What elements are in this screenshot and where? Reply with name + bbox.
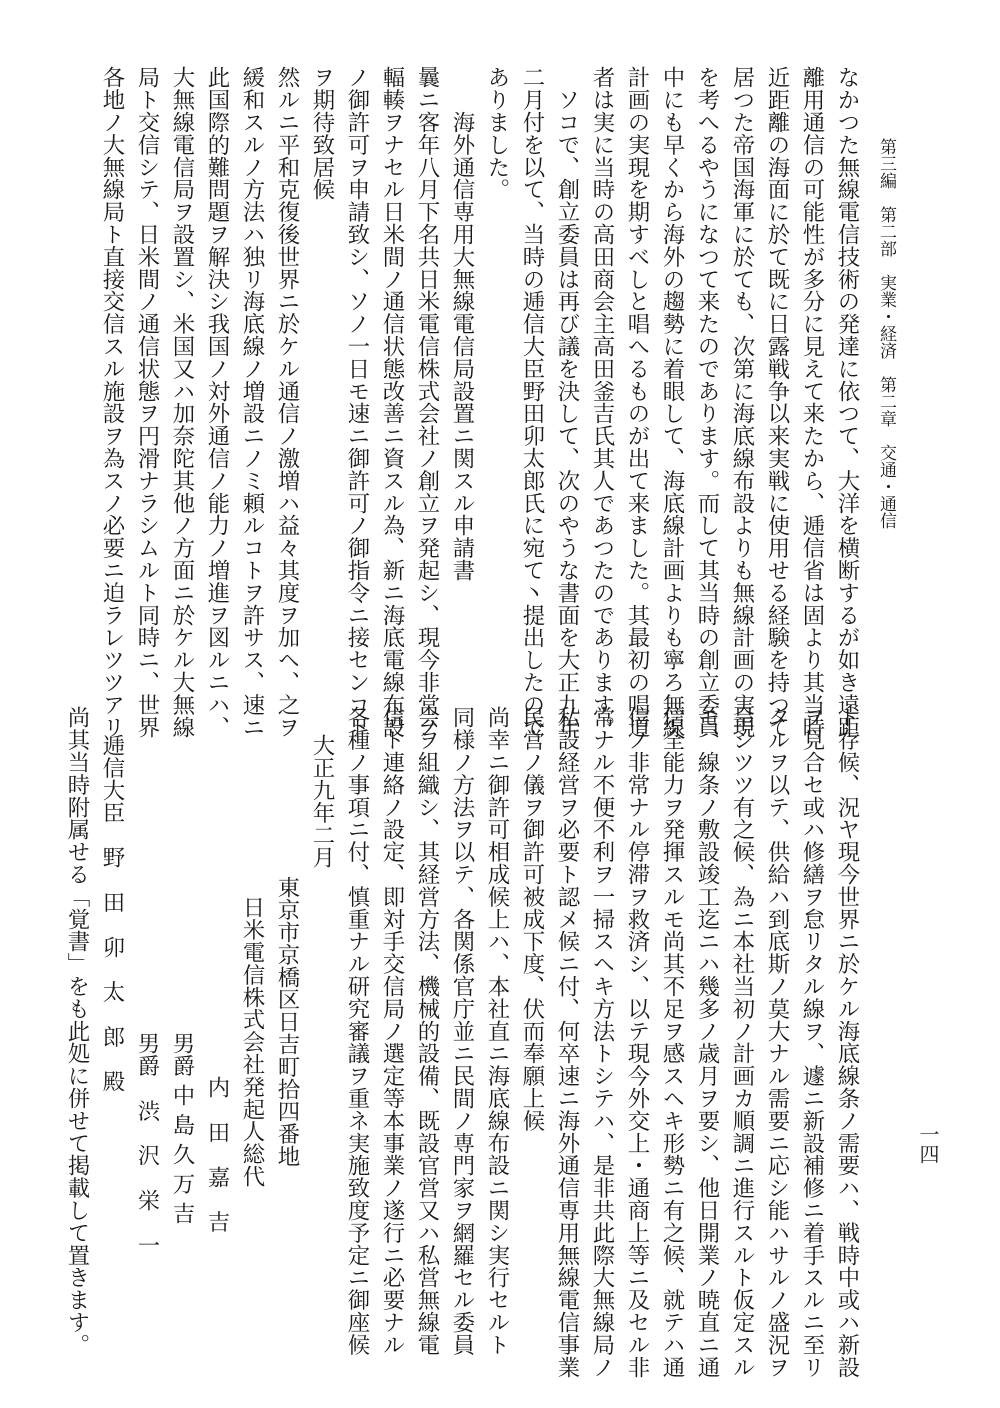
- running-head: 第三編 第二部 実業・経済 第二章 交通・通信: [876, 138, 896, 529]
- text-line: 私設経営ヲ必要ト認メ候ニ付、何卒速ニ海外通信専用無線電信事業: [554, 706, 580, 1378]
- application-title: 海外通信専用大無線電信局設置ニ関スル申請書: [449, 66, 475, 582]
- text-line: 輻輳ヲナセル日米間ノ通信状態改善ニ資スル為、新ニ海底電線布設: [379, 66, 405, 738]
- closing-note: 尚其当時附属せる「覚書」をも此処に併せて掲載して置きます。: [64, 706, 90, 1356]
- promoter-name: 男爵 中 島 久 万 吉: [169, 1032, 195, 1225]
- text-line: なかつた無線電信技術の発達に依つて、大洋を横断するが如き遠距: [834, 66, 860, 738]
- promoter-name: 内 田 嘉 吉: [204, 1076, 230, 1233]
- text-line: を考へるやうになつて来たのであります。而して其当時の創立委員: [694, 66, 720, 738]
- text-line: ノ御許可ヲ申請致シ、ソノ一日モ速ニ御許可ノ御指令ニ接センコト: [344, 66, 370, 738]
- text-line: 二月付を以て、当時の逓信大臣野田卯太郎氏に宛て丶提出したので: [519, 66, 545, 738]
- text-line: 離用通信の可能性が多分に見えて来たから、逓信省は固より其当時: [799, 66, 825, 738]
- text-line: ト存候、況ヤ現今世界ニ於ケル海底線条ノ需要ハ、戦時中或ハ新設: [834, 706, 860, 1378]
- text-line: 信ノ非常ナル停滞ヲ救済シ、以テ現今外交上・通商上等ニ及セル非: [624, 706, 650, 1378]
- text-line: 近距離の海面に於て既に日露戦争以来実戦に使用せる経験を持つて: [764, 66, 790, 738]
- text-line: 呈シツツ有之候、為ニ本社当初ノ計画カ順調ニ進行スルト仮定スル: [729, 706, 755, 1378]
- text-line: 居つた帝国海軍に於ても、次第に海底線布設よりも無線計画の実現: [729, 66, 755, 738]
- text-line: 民営ノ儀ヲ御許可被成下度、伏而奉願上候: [519, 706, 545, 1132]
- text-line: 計画の実現を期すべしと唱へるものが出て来ました。其最初の唱道: [624, 66, 650, 738]
- text-line: 者は実に当時の高田商会主高田釜吉氏其人であつたのであります。: [589, 66, 615, 738]
- text-line: 然ルニ平和克復後世界ニ於ケル通信ノ激増ハ益々其度ヲ加ヘ、之ヲ: [274, 66, 300, 738]
- text-line: タルヲ以テ、供給ハ到底斯ノ莫大ナル需要ニ応シ能ハサルノ盛況ヲ: [764, 706, 790, 1378]
- text-line: ヲ見合セ或ハ修繕ヲ怠リタル線ヲ、遽ニ新設補修ニ着手スルニ至リ: [799, 706, 825, 1378]
- text-line: 各種ノ事項ニ付、慎重ナル研究審議ヲ重ネ実施致度予定ニ御座候: [344, 706, 370, 1356]
- application-date: 大正九年二月: [309, 734, 335, 869]
- text-line: 会ヲ組織シ、其経営方法、機械的設備、既設官営又ハ私営無線電: [414, 706, 440, 1356]
- applicant-company: 日米電信株式会社発起人総代: [239, 896, 265, 1188]
- page-number: 一四: [916, 1124, 940, 1164]
- applicant-address: 東京市京橋区日吉町拾四番地: [274, 876, 300, 1168]
- text-line: 中にも早くから海外の趨勢に着眼して、海底線計画よりも寧ろ無線: [659, 66, 685, 738]
- text-line: 信全能力ヲ発揮スルモ尚其不足ヲ感スヘキ形勢ニ有之候、就テハ通: [659, 706, 685, 1378]
- text-line: 各地ノ大無線局ト直接交信スル施設ヲ為スノ必要ニ迫ラレツツアリ: [99, 66, 125, 738]
- text-line: 曩ニ客年八月下名共日米電信株式会社ノ創立ヲ発起シ、現今非常ノ: [414, 66, 440, 738]
- text-line: ありました。: [484, 66, 510, 201]
- text-line: ソコで、創立委員は再び議を決して、次のやうな書面を大正九年: [554, 66, 580, 738]
- addressee: 逓信大臣 野 田 卯 太 郎 殿: [99, 734, 125, 1093]
- text-line: ヲ期待致居候: [309, 66, 335, 201]
- text-line: 尚幸ニ御許可相成候上ハ、本社直ニ海底線布設ニ関シ実行セルト: [484, 706, 510, 1356]
- text-line: 大無線電信局ヲ設置シ、米国又ハ加奈陀其他ノ方面ニ於ケル大無線: [169, 66, 195, 738]
- promoter-name: 男爵 渋 沢 栄 一: [134, 1032, 160, 1256]
- text-line: 局ト交信シテ、日米間ノ通信状態ヲ円滑ナラシムルト同時ニ、世界: [134, 66, 160, 738]
- text-line: 此国際的難問題ヲ解決シ我国ノ対外通信ノ能力ノ増進ヲ図ルニハ、: [204, 66, 230, 738]
- text-line: 信ト連絡ノ設定、即対手交信局ノ選定等本事業ノ遂行ニ必要ナル: [379, 706, 405, 1356]
- text-line: 緩和スルノ方法ハ独リ海底線ノ増設ニノミ頼ルコトヲ許サス、速ニ: [239, 66, 265, 738]
- text-line: モ、線条ノ敷設竣工迄ニハ幾多ノ歳月ヲ要シ、他日開業ノ暁直ニ通: [694, 706, 720, 1378]
- text-line: 同様ノ方法ヲ以テ、各関係官庁並ニ民間ノ専門家ヲ網羅セル委員: [449, 706, 475, 1356]
- text-line: 常ナル不便不利ヲ一掃スヘキ方法トシテハ、是非共此際大無線局ノ: [589, 706, 615, 1378]
